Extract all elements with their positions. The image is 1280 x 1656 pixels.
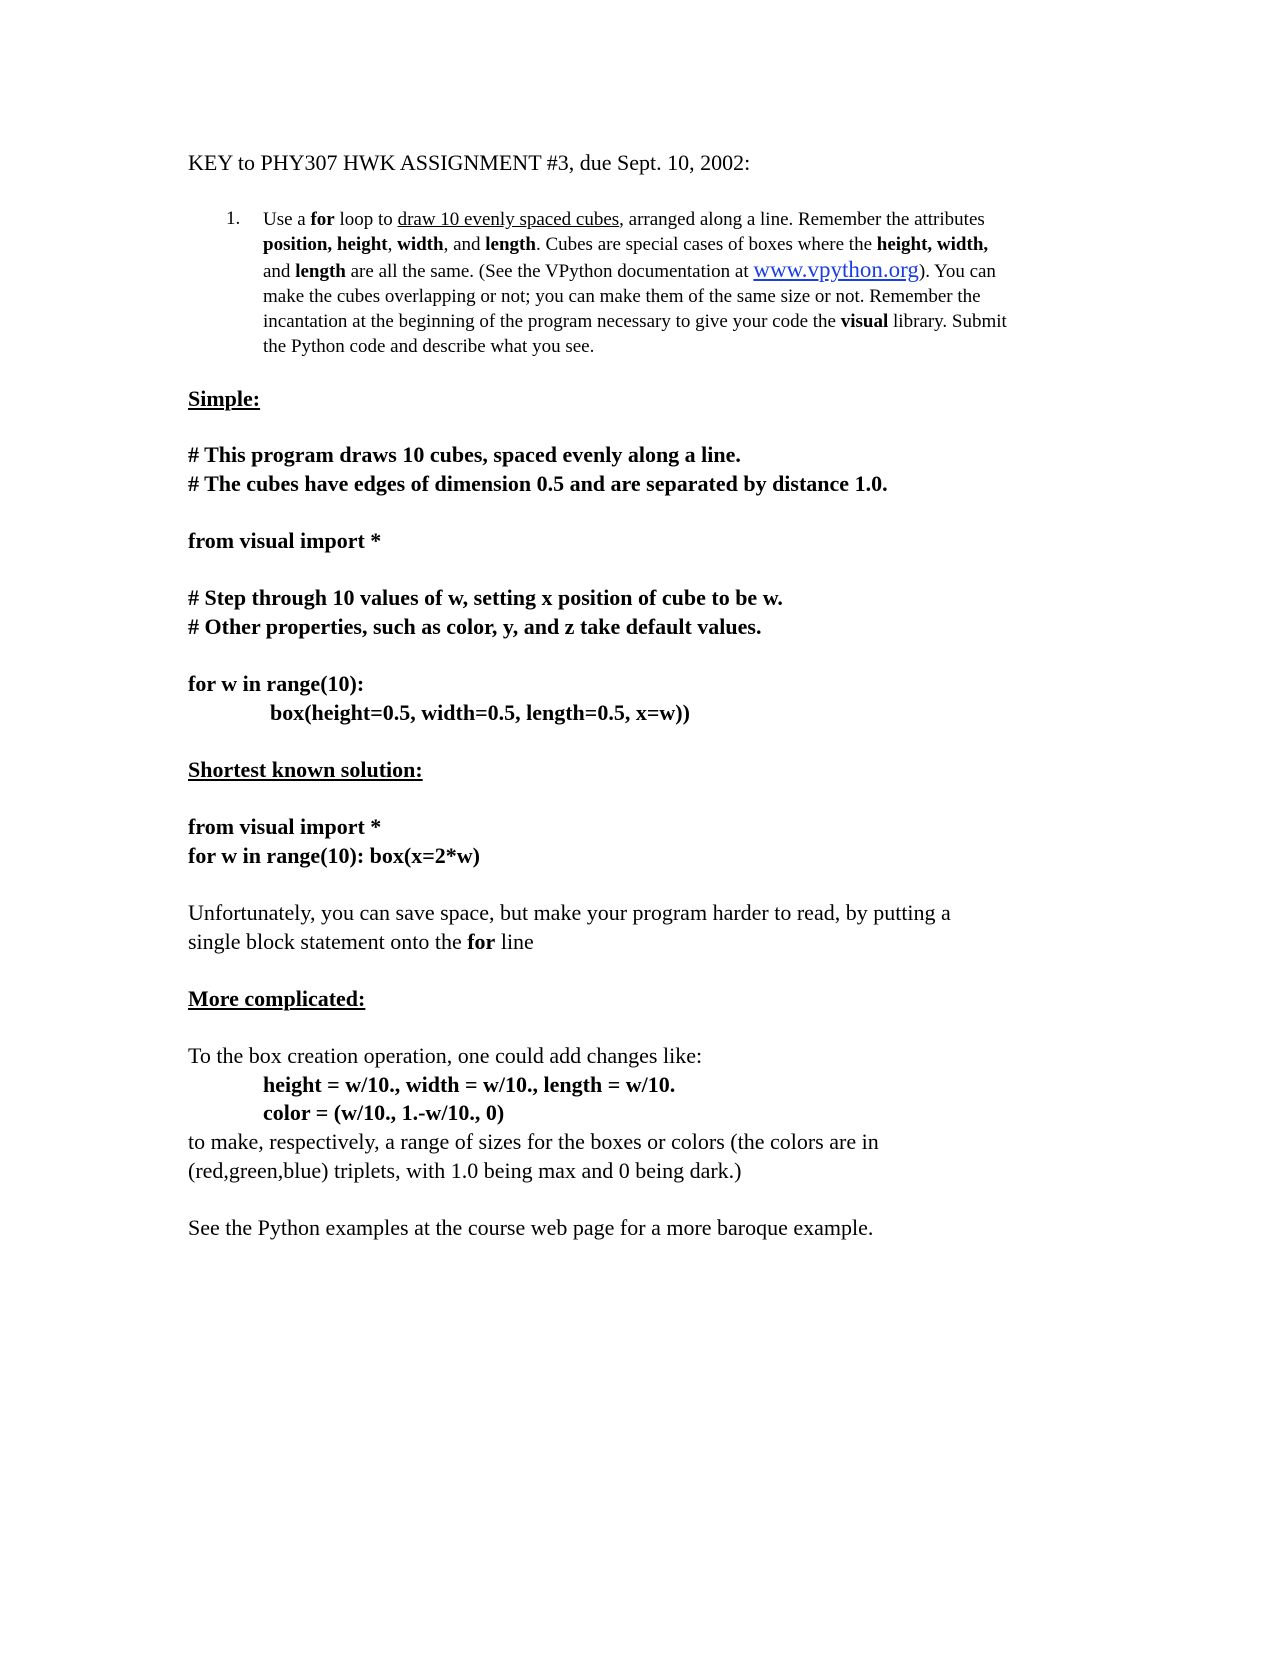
problem-line-6: the Python code and describe what you see. bbox=[263, 336, 595, 357]
problem-line-5: incantation at the beginning of the program necessary to give your code the visual library. Submit bbox=[263, 311, 1007, 332]
complicated-intro: To the box creation operation, one could add changes like: bbox=[188, 1043, 703, 1068]
complicated-text-2: (red,green,blue) triplets, with 1.0 being max and 0 being dark.) bbox=[188, 1158, 742, 1183]
simple-heading: Simple: bbox=[188, 386, 261, 411]
page-title: KEY to PHY307 HWK ASSIGNMENT #3, due Sept. 10, 2002: bbox=[188, 150, 751, 175]
code-comment-2: # The cubes have edges of dimension 0.5 and are separated by distance 1.0. bbox=[188, 471, 888, 496]
note-line-1: Unfortunately, you can save space, but make your program harder to read, by putting a bbox=[188, 900, 951, 925]
code-comment-4: # Other properties, such as color, y, and z take default values. bbox=[188, 614, 762, 639]
vpython-link[interactable]: www.vpython.org bbox=[753, 257, 919, 282]
problem-statement bbox=[263, 207, 1093, 359]
code-comment-3: # Step through 10 values of w, setting x position of cube to be w. bbox=[188, 585, 783, 610]
complicated-text-1: to make, respectively, a range of sizes for the boxes or colors (the colors are in bbox=[188, 1129, 879, 1154]
code-box-call: box(height=0.5, width=0.5, length=0.5, x=w)) bbox=[270, 700, 690, 725]
note-line-2: single block statement onto the for line bbox=[188, 929, 534, 954]
problem-line-3: and length are all the same. (See the VPython documentation at www.vpython.org). You can bbox=[263, 257, 996, 282]
code-import: from visual import * bbox=[188, 528, 382, 553]
complicated-code-1: height = w/10., width = w/10., length = w/10. bbox=[263, 1072, 676, 1097]
complicated-heading: More complicated: bbox=[188, 986, 366, 1011]
shortest-heading: Shortest known solution: bbox=[188, 757, 423, 782]
problem-line-4: make the cubes overlapping or not; you can make them of the same size or not. Remember the bbox=[263, 286, 981, 307]
code-comment-1: # This program draws 10 cubes, spaced evenly along a line. bbox=[188, 442, 741, 467]
problem-number: 1. bbox=[226, 208, 241, 229]
problem-line-1: Use a for loop to draw 10 evenly spaced cubes, arranged along a line. Remember the attributes bbox=[263, 209, 985, 230]
code-for-loop: for w in range(10): bbox=[188, 671, 365, 696]
complicated-code-2: color = (w/10., 1.-w/10., 0) bbox=[263, 1100, 505, 1125]
short-for-line: for w in range(10): box(x=2*w) bbox=[188, 843, 480, 868]
short-import: from visual import * bbox=[188, 814, 382, 839]
draw-cubes-link[interactable]: draw 10 evenly spaced cubes bbox=[397, 209, 620, 230]
problem-line-2: position, height, width, and length. Cubes are special cases of boxes where the height, width, bbox=[263, 234, 989, 255]
complicated-text-3: See the Python examples at the course web page for a more baroque example. bbox=[188, 1215, 874, 1240]
